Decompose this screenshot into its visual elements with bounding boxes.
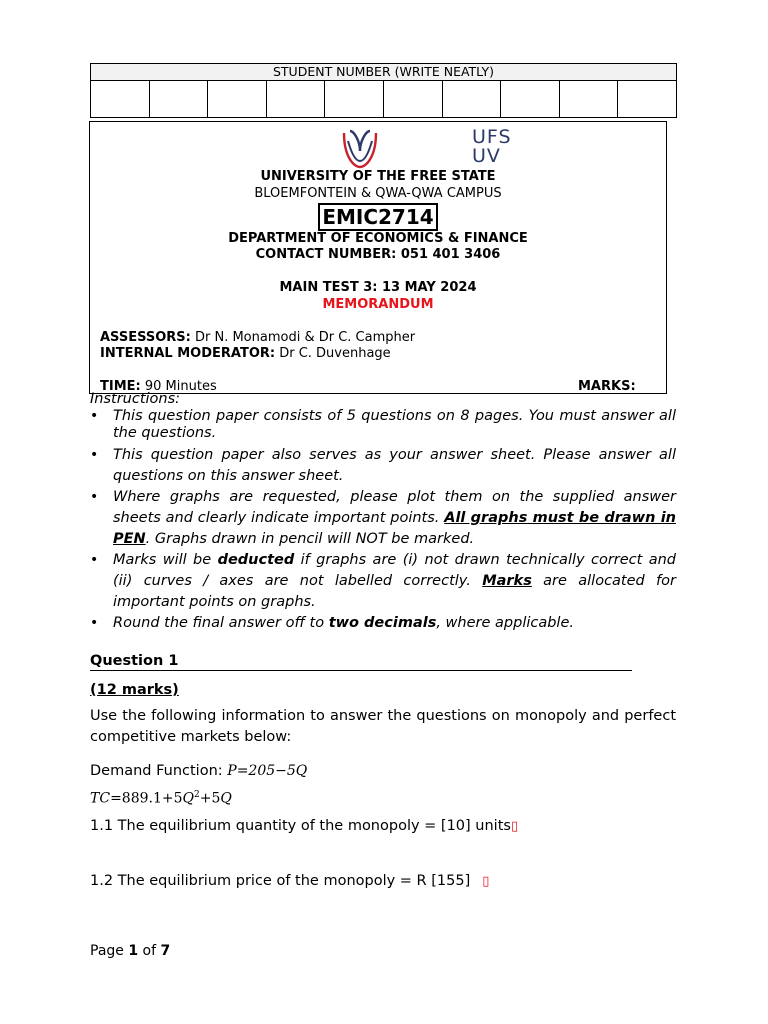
page-footer: Page 1 of 7 bbox=[90, 943, 171, 959]
question-1-intro: Use the following information to answer the questions on monopoly and perfect competitive markets below: bbox=[90, 708, 676, 745]
mark-icon: ▯ bbox=[510, 819, 519, 834]
list-item: • This question paper consists of 5 questions on 8 pages. You must answer all the questions. bbox=[90, 408, 676, 441]
student-number-cell[interactable] bbox=[618, 81, 677, 118]
module-code: EMIC2714 bbox=[318, 203, 437, 231]
total-cost-function: $TC=889.1+5Q^2+5Q$ bbox=[90, 790, 232, 807]
memorandum-label: MEMORANDUM bbox=[322, 297, 434, 312]
question-1-1: 1.1 The equilibrium quantity of the monopoly = [10] units▯ bbox=[90, 818, 519, 834]
campus-name: BLOEMFONTEIN & QWA-QWA CAMPUS bbox=[254, 186, 502, 201]
student-number-cell[interactable] bbox=[442, 81, 501, 118]
list-item: • Marks will be deducted if graphs are (i) not drawn technically correct and (ii) curves / axes are not labelled correctly. Marks are allocated for important points on graphs. bbox=[90, 552, 676, 610]
instructions-heading: Instructions: bbox=[90, 391, 181, 407]
moderator-line: INTERNAL MODERATOR: Dr C. Duvenhage bbox=[100, 346, 391, 361]
student-number-cell[interactable] bbox=[208, 81, 267, 118]
student-number-cell[interactable] bbox=[149, 81, 208, 118]
test-title: MAIN TEST 3: 13 MAY 2024 bbox=[279, 280, 477, 295]
student-number-table bbox=[90, 63, 677, 118]
student-number-cell[interactable] bbox=[559, 81, 618, 118]
student-number-cell[interactable] bbox=[91, 81, 150, 118]
marks-label: MARKS: bbox=[578, 379, 636, 394]
list-item: • This question paper also serves as your answer sheet. Please answer all questions on this answer sheet. bbox=[90, 447, 676, 484]
list-item: • Round the final answer off to two decimals, where applicable. bbox=[90, 615, 574, 631]
question-1-2: 1.2 The equilibrium price of the monopoly = R [155] ▯ bbox=[90, 873, 490, 889]
logo-wordmark: UFS UV bbox=[472, 126, 512, 167]
assessors-line: ASSESSORS: Dr N. Monamodi & Dr C. Campher bbox=[100, 330, 416, 345]
university-name: UNIVERSITY OF THE FREE STATE bbox=[260, 169, 496, 184]
student-number-cell[interactable] bbox=[501, 81, 560, 118]
question-1-title: Question 1 bbox=[90, 652, 632, 671]
list-item: • Where graphs are requested, please plot them on the supplied answer sheets and clearly indicate important points. All graphs must be drawn in PEN. Graphs drawn in pencil will NOT be marked. bbox=[90, 489, 676, 547]
student-number-cell[interactable] bbox=[383, 81, 442, 118]
cover-header-box bbox=[89, 121, 667, 394]
student-number-cell[interactable] bbox=[266, 81, 325, 118]
student-number-cell[interactable] bbox=[325, 81, 384, 118]
question-1-marks: (12 marks) bbox=[90, 682, 179, 698]
ufs-logo-icon bbox=[340, 127, 380, 171]
instructions-list bbox=[90, 408, 676, 634]
department-name: DEPARTMENT OF ECONOMICS & FINANCE bbox=[228, 231, 528, 246]
demand-function: Demand Function: P=205−5Q bbox=[90, 763, 308, 779]
time-line: TIME: 90 Minutes bbox=[100, 379, 217, 394]
contact-number: CONTACT NUMBER: 051 401 3406 bbox=[255, 247, 501, 262]
mark-icon: ▯ bbox=[482, 874, 490, 889]
student-number-header: STUDENT NUMBER (WRITE NEATLY) bbox=[91, 64, 677, 81]
